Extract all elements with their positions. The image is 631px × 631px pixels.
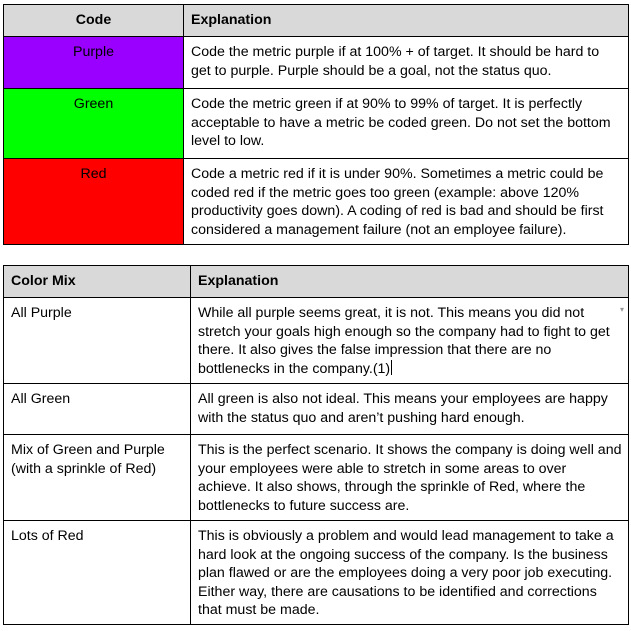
table-row: [4, 159, 629, 245]
color-mix-table: [3, 265, 629, 625]
color-code-table: [3, 4, 629, 245]
table-row: [4, 435, 629, 521]
mix-cell: All Green: [4, 384, 191, 435]
explanation-cell: Code a metric red if it is under 90%. Sometimes a metric could be coded red if the metric goes too green (example: above 120% productivity goes down). A coding of red is bad and should be first considered a management failure (not an employee failure).: [184, 159, 629, 245]
mix-cell: Lots of Red: [4, 521, 191, 625]
mix-cell: Mix of Green and Purple (with a sprinkle of Red): [4, 435, 191, 521]
table-row: [4, 298, 629, 384]
table-header-row: [4, 5, 629, 37]
header-code: Code: [4, 5, 184, 37]
explanation-text: While all purple seems great, it is not. This means you did not stretch your goals high enough so the company had to fight to get there. It also gives the false impression that there are no bottlenecks in the company.(1): [198, 305, 610, 377]
header-explanation: Explanation: [191, 266, 629, 298]
table-row: [4, 89, 629, 159]
mix-cell: All Purple: [4, 298, 191, 384]
code-cell-green: Green: [4, 89, 184, 159]
explanation-cell: Code the metric green if at 90% to 99% of target. It is perfectly acceptable to have a metric be coded green. Do not set the bottom level to low.: [184, 89, 629, 159]
table-row: [4, 37, 629, 89]
table-row: [4, 521, 629, 625]
explanation-cell[interactable]: [191, 298, 629, 384]
explanation-cell: This is obviously a problem and would lead management to take a hard look at the ongoing success of the company. Is the business plan flawed or are the employees doing a very poor job executing. Either way, there are causations to be identified and corrections that must be made.: [191, 521, 629, 625]
header-color-mix: Color Mix: [4, 266, 191, 298]
code-cell-purple: Purple: [4, 37, 184, 89]
explanation-cell: Code the metric purple if at 100% + of target. It should be hard to get to purple. Purple should be a goal, not the status quo.: [184, 37, 629, 89]
explanation-cell: All green is also not ideal. This means your employees are happy with the status quo and aren’t pushing hard enough.: [191, 384, 629, 435]
table-header-row: [4, 266, 629, 298]
cell-menu-icon[interactable]: ▾: [619, 305, 624, 314]
explanation-cell: This is the perfect scenario. It shows the company is doing well and your employees were able to stretch in some areas to over achieve. It also shows, through the sprinkle of Red, where the bottlenecks to future success are.: [191, 435, 629, 521]
table-row: [4, 384, 629, 435]
code-cell-red: Red: [4, 159, 184, 245]
header-explanation: Explanation: [184, 5, 629, 37]
text-cursor: [391, 360, 392, 375]
